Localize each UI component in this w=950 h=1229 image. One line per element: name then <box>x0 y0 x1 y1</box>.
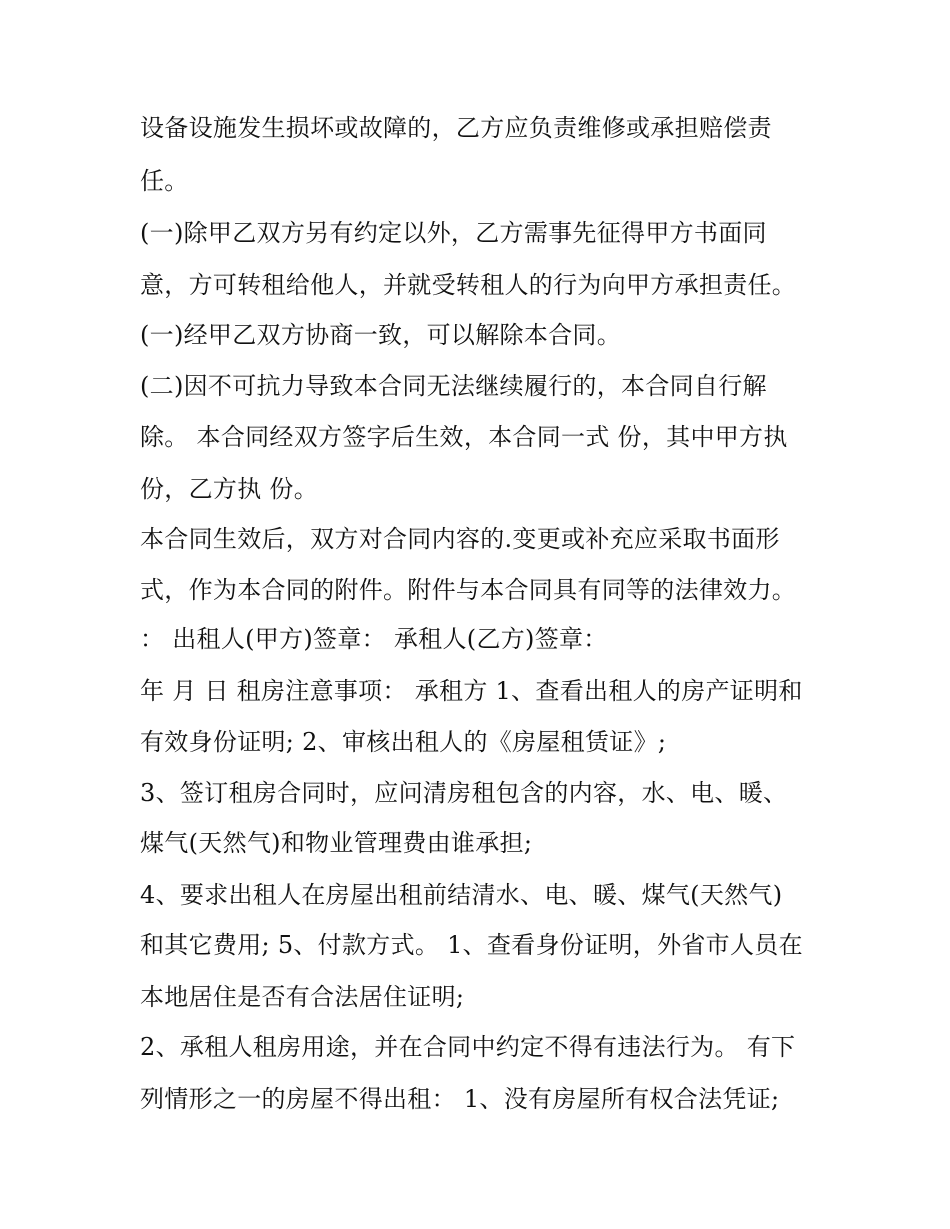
text-line: 本合同生效后，双方对合同内容的.变更或补充应采取书面形 <box>140 525 780 553</box>
text-line: 2、承租人租房用途，并在合同中约定不得有违法行为。 有下 <box>140 1033 796 1061</box>
text-line: 3、签订租房合同时，应问清房租包含的内容，水、电、暖、 <box>140 779 788 807</box>
text-line: 任。 <box>140 167 189 195</box>
text-line: 有效身份证明; 2、审核出租人的《房屋租赁证》; <box>140 728 667 756</box>
text-line: 煤气(天然气)和物业管理费由谁承担; <box>140 829 533 857</box>
text-line: (一)经甲乙双方协商一致，可以解除本合同。 <box>140 321 622 349</box>
text-line: (一)除甲乙双方另有约定以外，乙方需事先征得甲方书面同 <box>140 219 767 247</box>
text-line: 4、要求出租人在房屋出租前结清水、电、暖、煤气(天然气) <box>140 881 783 909</box>
text-line: 年 月 日 租房注意事项： 承租方 1、查看出租人的房产证明和 <box>140 677 803 705</box>
text-line: (二)因不可抗力导致本合同无法继续履行的，本合同自行解 <box>140 372 767 400</box>
text-line: 设备设施发生损坏或故障的，乙方应负责维修或承担赔偿责 <box>140 114 772 142</box>
text-line: 和其它费用; 5、付款方式。 1、查看身份证明，外省市人员在 <box>140 931 803 959</box>
text-line: 除。 本合同经双方签字后生效，本合同一式 份，其中甲方执 <box>140 423 788 451</box>
text-line: 份，乙方执 份。 <box>140 475 319 503</box>
text-line: 本地居住是否有合法居住证明; <box>140 983 465 1011</box>
text-line: 意，方可转租给他人，并就受转租人的行为向甲方承担责任。 <box>140 271 797 299</box>
text-line: 列情形之一的房屋不得出租： 1、没有房屋所有权合法凭证; <box>140 1085 780 1113</box>
signature-line: ： 出租人(甲方)签章： 承租人(乙方)签章： <box>140 625 608 653</box>
text-line: 式，作为本合同的附件。附件与本合同具有同等的法律效力。 <box>140 576 797 604</box>
